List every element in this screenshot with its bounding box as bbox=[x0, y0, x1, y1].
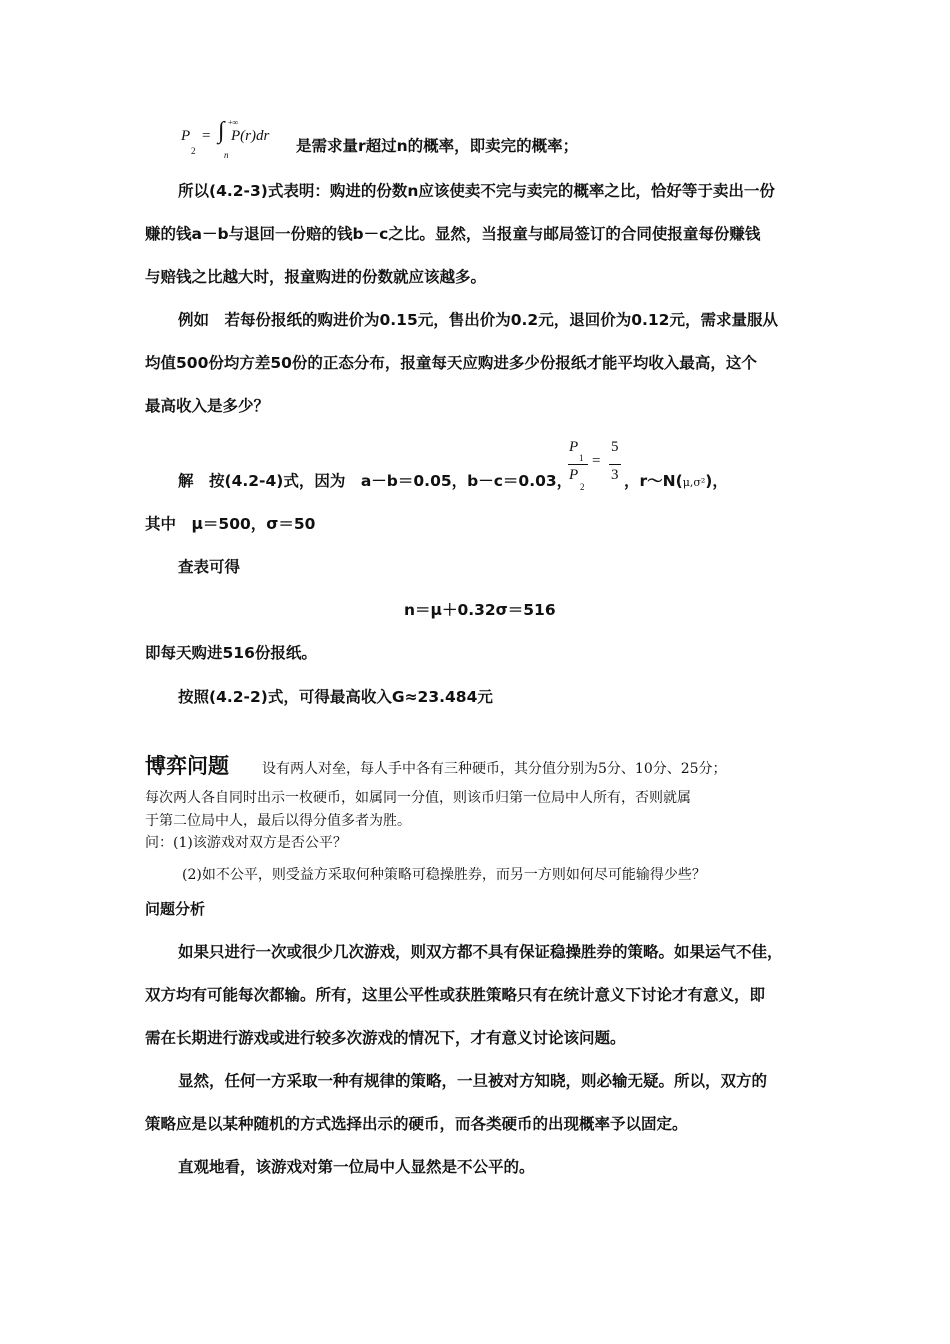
game-question1: 问：(1)该游戏对双方是否公平？ bbox=[145, 835, 347, 851]
formula-p2-integrand: P(r)dr bbox=[231, 128, 270, 144]
ratio-val-den: 3 bbox=[611, 467, 619, 483]
solution-text2 bbox=[624, 474, 728, 490]
solution-daily: 即每天购进516份报纸。 bbox=[145, 644, 317, 662]
ratio-num-p: P bbox=[569, 439, 579, 455]
example-line3: 最高收入是多少？ bbox=[145, 397, 270, 415]
game-intro-line3: 于第二位局中人，最后以得分值多者为胜。 bbox=[145, 813, 411, 829]
example-line2: 均值500份均方差50份的正态分布，报童每天应购进多少份报纸才能平均收入最高，这个 bbox=[145, 354, 757, 372]
ratio-val-num: 5 bbox=[611, 439, 619, 455]
integral-lower: n bbox=[224, 150, 229, 160]
ratio-den-sub: 2 bbox=[580, 482, 585, 492]
analysis1-line3: 需在长期进行游戏或进行较多次游戏的情况下，才有意义讨论该问题。 bbox=[145, 1029, 626, 1047]
game-intro-line2: 每次两人各自同时出示一枚硬币，如属同一分值，则该币归第一位局中人所有，否则就属 bbox=[145, 790, 691, 806]
integral-upper: +∞ bbox=[228, 118, 239, 127]
game-heading: 博弈问题 bbox=[145, 754, 229, 778]
ratio-eq: = bbox=[592, 453, 601, 469]
analysis1-line1: 如果只进行一次或很少几次游戏，则双方都不具有保证稳操胜券的策略。如果运气不佳， bbox=[178, 943, 783, 961]
formula-p2-lhs: P bbox=[181, 128, 191, 144]
para1-line3: 与赔钱之比越大时，报童购进的份数就应该越多。 bbox=[145, 268, 487, 286]
game-question2: (2)如不公平，则受益方采取何种策略可稳操胜券，而另一方则如何尽可能输得少些？ bbox=[182, 867, 706, 883]
formula-p2 bbox=[178, 118, 288, 164]
analysis-heading: 问题分析 bbox=[145, 900, 206, 918]
integral-sign: ∫ bbox=[218, 118, 225, 144]
formula-p2-description: 是需求量r超过n的概率，即卖完的概率； bbox=[296, 137, 579, 155]
para1-line1: 所以(4.2-3)式表明：购进的份数n应该使卖不完与卖完的概率之比，恰好等于卖出一份 bbox=[178, 182, 775, 200]
analysis2-line1: 显然，任何一方采取一种有规律的策略，一旦被对方知晓，则必输无疑。所以，双方的 bbox=[178, 1072, 768, 1090]
distribution-prefix: ，r～N( bbox=[624, 472, 683, 490]
analysis2-line2: 策略应是以某种随机的方式选择出示的硬币，而各类硬币的出现概率予以固定。 bbox=[145, 1115, 688, 1133]
solution-text1: 解 按(4.2-4)式，因为 a－b＝0.05，b－c＝0.03， bbox=[178, 472, 573, 490]
example-line1: 例如 若每份报纸的购进价为0.15元，售出价为0.2元，退回价为0.12元，需求量服从 bbox=[178, 311, 778, 329]
ratio-fraction bbox=[566, 436, 630, 496]
game-intro-line1: 设有两人对垒，每人手中各有三种硬币，其分值分别为5分、10分、25分； bbox=[262, 761, 727, 777]
analysis1-line2: 双方均有可能每次都输。所有，这里公平性或获胜策略只有在统计意义下讨论才有意义，即 bbox=[145, 986, 766, 1004]
formula-p2-eq: = bbox=[202, 128, 211, 144]
ratio-val-bar bbox=[609, 464, 621, 465]
ratio-den-p: P bbox=[569, 467, 579, 483]
para1-line2: 赚的钱a－b与退回一份赔的钱b－c之比。显然，当报童与邮局签订的合同使报童每份赚钱 bbox=[145, 225, 761, 243]
solution-lookup: 查表可得 bbox=[178, 558, 241, 576]
solution-where: 其中 μ＝500，σ＝50 bbox=[145, 515, 316, 533]
solution-result: n＝μ＋0.32σ＝516 bbox=[404, 601, 556, 619]
ratio-bar bbox=[568, 464, 588, 465]
ratio-num-sub: 1 bbox=[579, 453, 584, 463]
formula-p2-sub: 2 bbox=[191, 146, 196, 156]
distribution-suffix: )， bbox=[705, 472, 728, 490]
distribution-params: μ,σ² bbox=[682, 476, 706, 489]
solution-income: 按照(4.2-2)式，可得最高收入G≈23.484元 bbox=[178, 688, 493, 706]
analysis3-line: 直观地看，该游戏对第一位局中人显然是不公平的。 bbox=[178, 1158, 535, 1176]
